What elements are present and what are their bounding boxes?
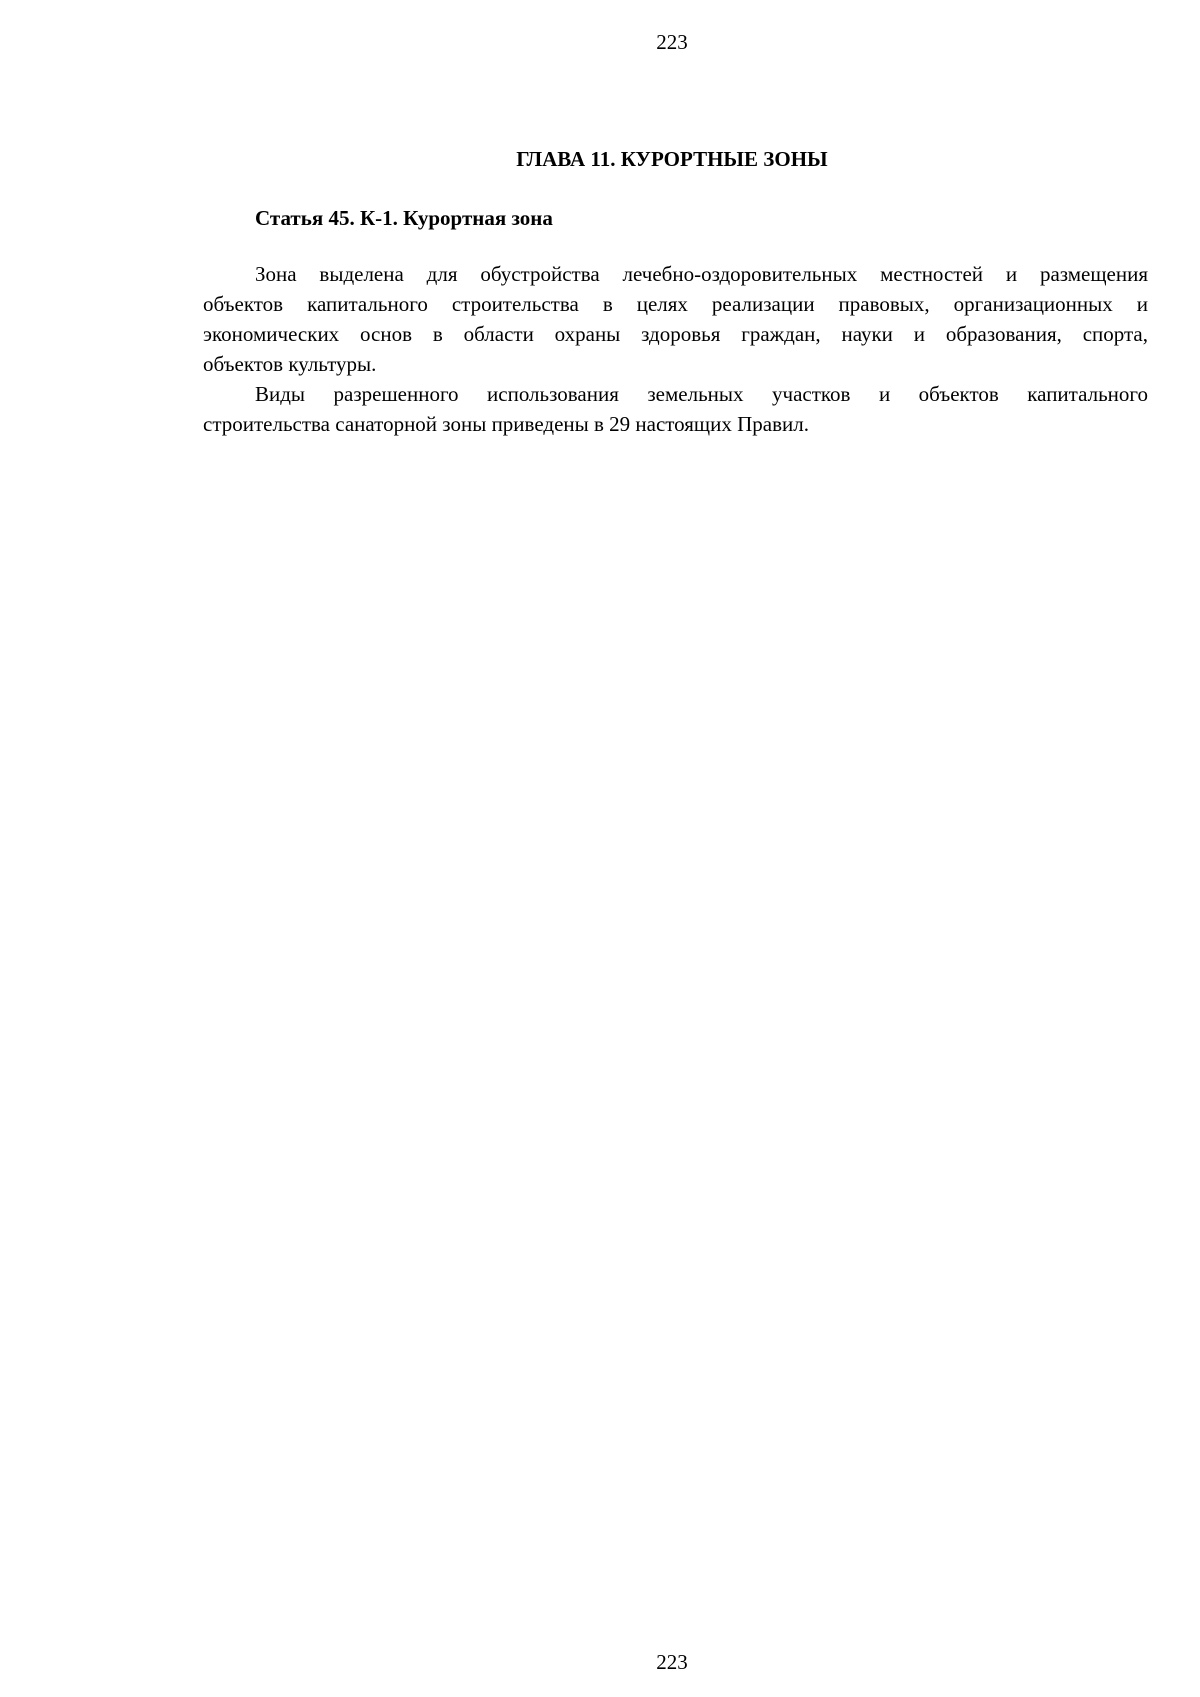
paragraph-line: Зона выделена для обустройства лечебно-оздоровительных местностей и размещения: [255, 262, 1148, 286]
paragraph-1: [203, 259, 1148, 379]
page-number-bottom: 223: [656, 1650, 688, 1674]
paragraph-line: экономических основ в области охраны здоровья граждан, науки и образования, спорта,: [203, 322, 1148, 346]
chapter-title: ГЛАВА 11. КУРОРТНЫЕ ЗОНЫ: [516, 147, 828, 171]
article-body: [203, 259, 1148, 439]
paragraph-line: Виды разрешенного использования земельных участков и объектов капитального: [255, 382, 1148, 406]
paragraph-line: объектов культуры.: [203, 352, 377, 376]
page-number-top: 223: [656, 30, 688, 54]
paragraph-line: объектов капитального строительства в целях реализации правовых, организационных и: [203, 292, 1148, 316]
paragraph-line: строительства санаторной зоны приведены в 29 настоящих Правил.: [203, 412, 809, 436]
article-title: Статья 45. К-1. Курортная зона: [255, 206, 553, 230]
paragraph-2: [203, 379, 1148, 439]
